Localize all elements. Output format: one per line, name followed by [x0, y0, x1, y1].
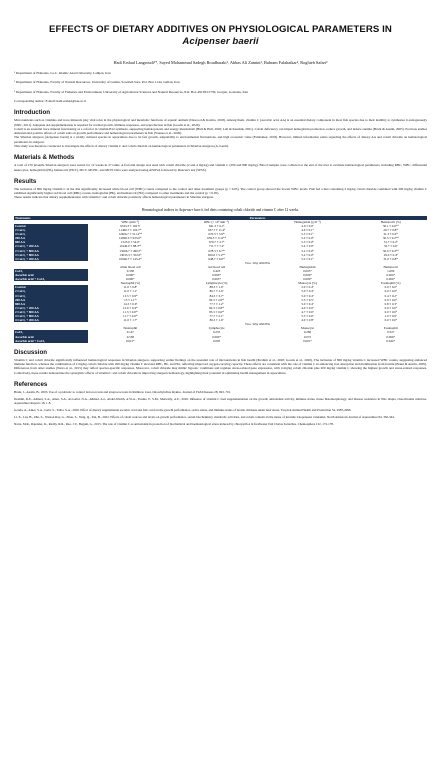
table-cell: 12800.0 ± 933.6ᵇᶜ [118, 236, 142, 241]
table-cell: 31.7 ± 0.2ᵇ [383, 240, 398, 245]
table-body [14, 220, 427, 343]
column-header: WBC (mm⁻³) [121, 219, 140, 224]
table-cell: 5.2 ± 0.0ᵇ [301, 252, 314, 257]
column-header: Hematocrit (%) [380, 219, 401, 224]
table-cell: 0.000* [212, 273, 221, 278]
reference-item: Gouda, A., Amer, S.A., Gabr, S., Tolba, S.A., 2020. Effect of dietary supplemental ascorbic acid and folic acid on the growth performance, redox status, and immune status of broiler chickens under heat stress. Tropical Animal Health and Production 52, 2987-2996. [14, 407, 352, 412]
reference-item: Li, X., Liu, H., Zhu, Z., Watson Ray, G., Zhou, S., Yang, Q., Tan, B., 2022. Effects of cobalt sources and levels on growth performance, serum biochemistry, metabolic activities, and cobalt contents in the tissue of juvenile Litopenaeus vannamei. North American Journal of Aquaculture 84, 336-344. [14, 414, 395, 419]
table-cell: 11.7 ± 0.6ᵃᵇ [122, 314, 138, 319]
table-cell: 4.7 ± 0.6ᵃ [301, 309, 314, 314]
column-header: Eosinophil (%) [381, 281, 401, 286]
row-label: 2 CoCl₂ + 800 AA [14, 310, 88, 314]
reference-item: Ibrahim, R.E., Ahmed, S.A., Amer, S.A., Al-Gabri, N.A., Ahmed, A.I., Abdel-Warith, A.W.A., Younis, E. S.M., Metwally, A.E., 2020. Influence of vitamin C feed supplementation on the growth, antioxidant activity, immune status, tissue histomorphology, and disease resistance in Nile tilapia, Oreochromis niloticus. Aquaculture Reports 18, 1-8. [14, 396, 427, 405]
table-cell: 0.280 [303, 330, 312, 335]
table-cell: 9533.3 ± 102.5ᵉ [120, 223, 141, 228]
table-cell: 5.3 ± 0.1ᵇ [301, 232, 314, 237]
affiliations [14, 71, 427, 94]
table-cell: 1.000 [387, 269, 395, 273]
table-cell: 5.2 ± 0.1ᵇ [301, 256, 314, 261]
table-cell: 0.0 ± 0.0ᵇ [384, 285, 397, 290]
affiliation-1: ¹ Department of Fisheries, La.C, Islamic Azad University, Lahijan, Iran [14, 71, 111, 75]
corresponding-author: Corresponding author: E-mail: hadi.ershad@iau.ac.ir [14, 99, 87, 104]
table-cell: 11.3 ± 0.6ᵃᵇ [122, 309, 138, 314]
row-label: 4 CoCl₂ + 800 AA [14, 314, 88, 318]
table-cell: 678.3 ± 6.7ᵇᶜ [208, 248, 225, 253]
table-cell: 13033.3 ± 352.0ᵇ [119, 252, 142, 257]
table-cell: 30.3 ± 0.2ᵇᶜᵈ [382, 236, 399, 241]
table-cell: 13 ± 1.1ᵃᵇ [124, 297, 137, 302]
table-cell: 4.6 ± 0.1ᵈ [301, 228, 314, 233]
table-cell: 0.000* [125, 273, 135, 278]
row-label: Ascorbic acid + CoCl₂ [14, 277, 88, 281]
table-cell: 0.044* [386, 338, 396, 343]
table-cell: 82.3 ± 2.0ᵃᵇ [209, 297, 224, 302]
table-cell: 637.7 ± 11.4ᵈ [208, 228, 226, 233]
affiliation-2: ² Department of Fisheries, Faculty of Natural Resources, University of Guilan, Sowmeh Sara, P.O. Box 1144, Guilan, Iran [14, 80, 180, 85]
table-cell: 11.0 ± 1.7ᵃ [123, 318, 138, 323]
row-label: 200 AA [14, 236, 88, 240]
table-cell: 5.0 ± 0.4ᵃ [301, 289, 314, 294]
methods-paragraph: A total of 270 juvenile Siberian sturgeon were reared for 12 weeks in 27 tanks. A factorial design was used with cobalt chloride (2 and 4 mg/kg) and vitamin C (200 and 800 mg/kg). Blood samples were collected at the end of the trial to evaluate hematological parameters, including RBC, WBC, differential leukocytes, hemoglobin (Hb), hematocrit (HCT), MCV, MCHC, and MCH. Data were analyzed using ANOVA followed by Duncan's test (SPSS). [14, 163, 427, 172]
table-cell: 1.0 ± 0.6ᵃ [384, 314, 397, 319]
table-cell: 0.527 [387, 330, 395, 335]
row-label: 2 CoCl₂ [14, 289, 88, 293]
two-way-anova-label: Two- Way ANOVA [245, 322, 270, 327]
table-cell: 31.0 ± 0.8ᵇᶜ [383, 256, 399, 261]
column-header: white blood cell [120, 264, 141, 269]
row-label: Control [14, 224, 88, 228]
table-cell: 0.338 [126, 269, 134, 273]
row-label: 2 CoCl₂ + 200 AA [14, 306, 88, 310]
table-cell: 33.7 ± 0.6ᵃ [383, 244, 398, 249]
table-cell: 83.3 ± 0.6ᵃᵇ [209, 309, 224, 314]
table-cell: 5.0 ± 0.4ᵃ [301, 301, 314, 306]
table-cell: 4.0 ± 0.0ᵃ [301, 305, 314, 310]
table-cell: 0.147 [126, 330, 134, 335]
table-cell: 0.000* [212, 334, 221, 339]
table-cell: 0.0 ± 0.0ᵇ [384, 318, 397, 323]
table-cell: 0.000* [125, 277, 135, 282]
table-cell: 1525.0 ± 54.0ᵃ [121, 240, 140, 245]
row-label: 800 AA [14, 240, 88, 244]
table-cell: 12.0 ± 0.4ᵃᵇ [122, 305, 138, 310]
results-paragraph: The inclusion of 800 mg/kg vitamin C in the diet significantly increased white blood cell (WBC) counts compared to the control and other treatment groups (p < 0.05). The control group showed the lowest WBC levels. Fish fed a diet containing 2 mg/kg cobalt chloride combined with 200 mg/kg vitamin C exhibited significantly higher red blood cell (RBC) counts, hemoglobin (Hb), and hematocrit (Hct) compared to other treatments and the control (p < 0.05). [14, 186, 427, 196]
row-label: 4 CoCl₂ [14, 294, 88, 298]
row-label: CoCl₂ [14, 330, 88, 334]
poster [14, 0, 427, 426]
row-label: 4 CoCl₂ + 200 AA [14, 257, 88, 261]
table-cell: 5.3 ± 0.5ᵃ [301, 297, 314, 302]
column-header: Hemoglobin (g dl⁻¹) [294, 219, 321, 224]
table-cell: 11.0 ± 0.8ᵃ [123, 285, 138, 290]
table-cell: 86.7 ± 2.6ᵃ [209, 289, 224, 294]
reference-list [14, 390, 427, 426]
table-cell: 5.0 ± 0.4ᵃ [301, 293, 314, 298]
table-cell: 670.3 ± 5.9ᵇᶜ [208, 232, 225, 237]
table-cell: 30.1 ± 0.6ᵇᶜᵈ [382, 223, 399, 228]
title-line-1: EFFECTS OF DIETARY ADDITIVES ON PHYSIOLOGICAL PARAMETERS IN [49, 24, 392, 35]
table-caption: Hematological indices in Acipenser baerii, fed diets containing cobalt chloride and vitamin C after 12 weeks. [141, 207, 300, 212]
hematology-table [14, 216, 427, 343]
table-cell: 14.3 ± 0.6ᵃ [123, 301, 138, 306]
row-label: 4 CoCl₂ + 800 AA [14, 253, 88, 257]
row-label: CoCl₂ [14, 269, 88, 273]
column-header: Lymphocyte (%) [205, 281, 228, 286]
column-header: Hemoglobin [299, 264, 316, 269]
table-cell: 0.004* [386, 273, 396, 278]
reference-item: Narra, M.R., Rajender, K., Reddy, R.R., Rao, J.V., Begum, G., 2015. The role of vitamin C as antioxidant in protection of biochemical and haematological stress induced by chlorpyrifos in freshwater fish Clarias batrachus. Chemosphere 132, 172-178. [14, 421, 334, 426]
table-cell: 0.255 [212, 330, 221, 335]
table-cell: 641.3 ± 6.1ᵈ [208, 223, 225, 228]
table-cell: 5.3 ± 0.6ᵃ [301, 314, 314, 319]
title-species: Acipenser baerii [182, 36, 259, 47]
table-cell: 29.0 ± 0.4ᵈ [383, 252, 398, 257]
table-cell: 13266.7 ± 490.5ᵇ [119, 248, 142, 253]
row-label: Ascorbic acid + CoCl₂ [14, 339, 88, 343]
table-cell: 31.3 ± 0.6ᵇᶜ [383, 232, 399, 237]
table-cell: 88.3 ± 1.6ᵃ [209, 285, 224, 290]
author-list: Hadi Ershad Langroudi¹*, Sayed Mohammad Sadegh Roudbaraki¹, Abbas Ali Zamini¹, Bahram Falahatkar², Roghieh Safari³ [113, 60, 328, 65]
column-header: red blood cell [207, 264, 226, 269]
methods-heading: Materials & Methods [14, 154, 75, 162]
affiliation-3: ³ Department of Fisheries, Faculty of Fisheries and Environment, University of Agricultural Sciences and Natural Resources, P.O. Box 49138/15739, Gorgan, Golestan, Iran [14, 89, 249, 94]
discussion-paragraph: Vitamin C and cobalt chloride significantly influenced hematological responses in Siberian sturgeon, supporting earlier findings on the essential role of microutrients in fish health (Ibrahim et al., 2020; Gouda et al., 2020). The inclusion of 800 mg/kg vitamin C increased WBC counts, suggesting enhanced immune function, whereas the combination of 2 mg/kg cobalt chloride with 200 mg/kg vitamin C elevated RBC, Hb, and Hct, reflecting improved oxygen-carrying capacity. These effects are consistent with the role of vitamin C in enhancing iron absorption and mobilization from ferritin (Brunt & Austin, 2005). Differences from other studies (Narra et al., 2015) may reflect species-specific responses. Moreover, cobalt chloride may mimic hypoxic conditions and regulate stress-related gene expression, with 4 mg/kg cobalt chloride plus 200 mg/kg vitamin C showing the highest growth and stress-related responses. Collectively, these results demonstrate the synergistic effects of vitamin C and cobalt chloride in improving sturgeon hematology, highlighting their potential in optimizing health management in aquaculture. [14, 357, 427, 375]
table-cell: 659.3 ± 11.6ᵇᶜᵈ [207, 236, 226, 241]
anova-row [14, 339, 427, 343]
row-label: Control [14, 285, 88, 289]
table-cell: 4.9 ± 0.0ᶜ [301, 223, 314, 228]
column-header: Lymphocyte [208, 326, 225, 331]
row-label: 4 CoCl₂ + 200 AA [14, 318, 88, 322]
table-cell: 0.4 ± 0.2ᵃ [384, 293, 397, 298]
row-label: Ascorbic acid [14, 335, 88, 339]
table-cell: 5.3 ± 0.0ᵇ [301, 240, 314, 245]
table-cell: 0.0 ± 0.0ᵇ [384, 305, 397, 310]
table-cell: 5.2 ± 0.0ᵇ [301, 236, 314, 241]
treatments-header: Treatments [15, 215, 31, 220]
table-cell: 5.2 ± 0.0ᵇ [301, 248, 314, 253]
table-cell: 0.003* [212, 277, 221, 282]
column-header: Eosinophil [383, 326, 398, 331]
row-label: 200 AA [14, 298, 88, 302]
results-heading: Results [14, 177, 37, 185]
table-cell: 77.7 ± 2.1ᵇ [209, 314, 224, 319]
column-header: Monocyte (%) [298, 281, 317, 286]
row-label: 2 CoCl₂ + 800 AA [14, 249, 88, 253]
table-cell: 0.0 ± 0.0ᵇ [384, 309, 397, 314]
row-label: 4 CoCl₂ [14, 232, 88, 236]
table-cell: 656.0 ± 5.2ᵇᶜᵈ [207, 252, 226, 257]
references-heading: References [14, 380, 48, 388]
table-cell: 86.3 ± 1.6ᵃ [209, 318, 224, 323]
table-cell: 0.000* [303, 273, 312, 278]
column-header: RBC (× 10⁶ mm⁻³) [204, 219, 229, 224]
introduction-paragraph: The Siberian sturgeon (Acipenser baerii) is a widely cultured species in aquaculture due to its fast growth, adaptability to environmental fluctuations, and high economic value (Falahatkar, 2018). However, limited information exists regarding the effects of dietary AA and cobalt chloride on hematological parameters in sturgeon. [14, 135, 427, 144]
table-cell: 2.0 ± 0.4ᵇ [301, 285, 314, 290]
introduction-paragraph: Cobalt is an essential trace mineral functioning as a cofactor in vitamin B12 synthesis, supporting hematopoiesis and energy metabolism (Hull & Hall, 2020; Lall & Kaushik, 2021). Cobalt deficiency can impair hemoglobin production, reduce growth, and induce anemia (Brunt & Austin, 2005). Previous studies demonstrated positive effects of cobalt salts on growth performance and hematological parameters in fish (Younes et al., 2020). [14, 126, 427, 136]
table-cell: 0.8 ± 0.3ᵃ [384, 301, 397, 306]
table-cell: 0.423 [212, 269, 221, 273]
table-cell: 12466.7 ± 511.2ᵇᶜᵈ [118, 232, 143, 237]
table-cell: 82.3 ± 0.8ᵃᵇ [209, 305, 224, 310]
introduction-paragraph: Micronutrients such as vitamins and trace minerals play vital roles in the physiological and metabolic functions of aquatic animals (Dawood & Koshio, 2018). Among them, vitamin C (ascorbic acid, AA) is an essential dietary component in most fish species due to their inability to synthesize it endogenously (NRC, 2011). Adequate AA supplementation is required for normal growth, immune responses, and reproduction in fish (Gouda et al., 2020). [14, 118, 427, 127]
column-header: Neutrophil [123, 326, 138, 331]
table-cell: 11640.0 ± 88.3ᶜᵈᵉ [119, 244, 142, 249]
table-cell: 30.0 ± 0.4ᵇᶜᵈ [382, 248, 399, 253]
row-label: 2 CoCl₂ + 200 AA [14, 244, 88, 248]
two-way-anova-label: Two- Way ANOVA [245, 260, 270, 265]
table-cell: 10666.7 ± 143.4ᶜᵈ [118, 256, 142, 261]
table-cell: 0.000* [303, 277, 312, 282]
discussion-heading: Discussion [14, 348, 48, 356]
row-label: 2 CoCl₂ [14, 228, 88, 232]
table-cell: 5.4 ± 0.0ᵃ [301, 244, 314, 249]
table-cell: 11.0 ± 1.1ᵃ [123, 289, 138, 294]
table-cell: 77.7 ± 1.2ᵇ [209, 301, 224, 306]
column-header: Monocyte [301, 326, 314, 331]
table-cell: 0.0 ± 0.0ᵇ [384, 289, 397, 294]
table-cell: 0.000* [386, 277, 396, 282]
table-cell: 0.095 [212, 338, 221, 343]
table-cell: 0.015* [125, 338, 135, 343]
table-cell: 0.000* [386, 334, 396, 339]
row-label: 800 AA [14, 302, 88, 306]
table-cell: 84.3 ± 2.7ᵃ [209, 293, 224, 298]
table-cell: 13.3 ± 0.9ᵃᵇ [122, 293, 138, 298]
column-header: Neutrophil (%) [120, 281, 140, 286]
introduction-heading: Introduction [14, 109, 51, 117]
table-cell: 11466.7 ± 102.7ᵇᶜ [119, 228, 142, 233]
table-cell: 648.7 ± 9.0ᶜᵈ [208, 256, 225, 261]
table-cell: 0.001* [303, 338, 312, 343]
table-cell: 0.0 ± 0.0ᵇ [384, 297, 397, 302]
caption-species: Acipenser baerii [178, 207, 203, 212]
table-cell: 4.0 ± 0.8ᵃ [301, 318, 314, 323]
table-cell: 0.003* [303, 269, 312, 273]
parameters-header: Parameters [249, 215, 266, 220]
table-cell: 679.7 ± 2.7ᵇ [208, 240, 225, 245]
table-cell: 0.072 [303, 334, 312, 339]
table-cell: 29.7 ± 0.8ᶜᵈ [383, 228, 399, 233]
column-header: Hematocrit [383, 264, 398, 269]
reference-item: Brunt, J., Austin, B., 2005. Use of a probiotic to control lactococcosis and streptococcosis in Rainbow trout, Oncorhynchus mykiss. Journal of Fish Diseases 28, 693–701. [14, 389, 231, 394]
introduction-paragraph: This study was therefore conducted to investigate the effects of dietary vitamin C and cobalt chloride on hematological parameters in Siberian sturgeon (A. baerii). [14, 144, 229, 148]
table-cell: 0.558 [126, 334, 134, 339]
results-paragraph: These results indicate that dietary supplementation with vitamin C and cobalt chloride positively affects hematological parameters in Siberian sturgeon. [14, 195, 214, 200]
poster-title [14, 24, 427, 48]
table-cell: 711.7 ± 7.2ᵃ [208, 244, 225, 249]
row-label: Ascorbic acid [14, 273, 88, 277]
